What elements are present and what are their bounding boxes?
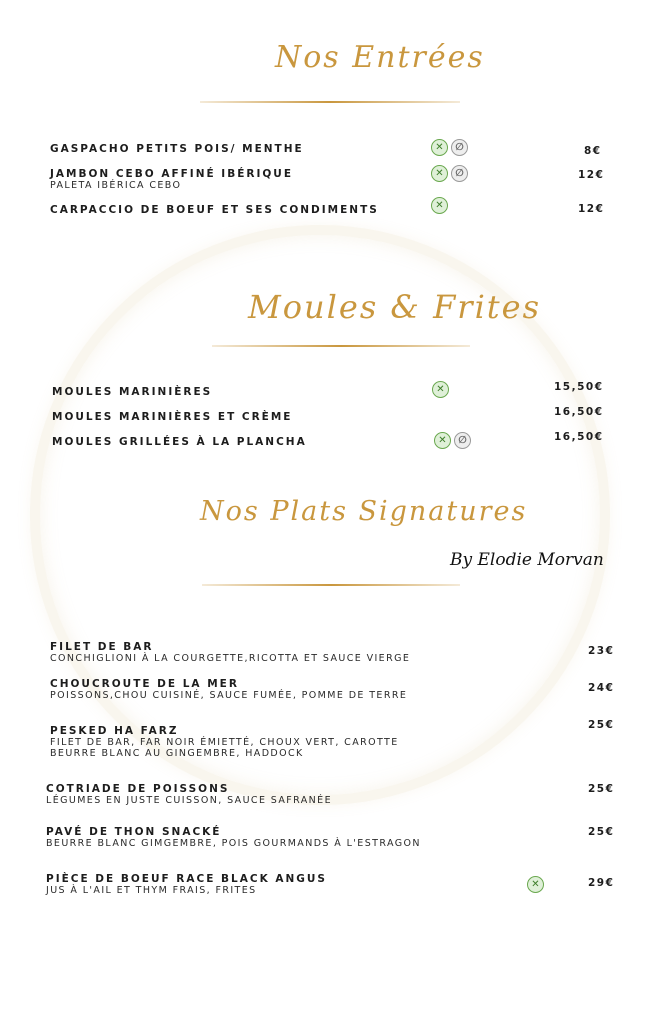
menu-item [52,436,307,448]
item-description: POISSONS,CHOU CUISINÉ, SAUCE FUMÉE, POMME DE TERRE [50,690,408,701]
item-name: MOULES MARINIÈRES [52,386,213,398]
menu-item [46,873,327,896]
item-description: LÉGUMES EN JUSTE CUISSON, SAUCE SAFRANÉE [46,795,332,806]
item-price: 15,50€ [554,381,604,393]
item-name: MOULES GRILLÉES À LA PLANCHA [52,436,307,448]
gluten-free-icon: ✕ [431,139,448,156]
gluten-free-icon: ✕ [431,197,448,214]
lactose-free-icon: ∅ [451,139,468,156]
item-name: PIÈCE DE BOEUF RACE BLACK ANGUS [46,873,327,885]
menu-item [46,783,332,806]
item-price: 25€ [588,719,615,731]
item-name: CHOUCROUTE DE LA MER [50,678,239,690]
gluten-free-icon: ✕ [527,876,544,893]
item-name: JAMBON CEBO AFFINÉ IBÉRIQUE [50,168,294,180]
item-name: PESKED HA FARZ [50,725,179,737]
item-price: 16,50€ [554,431,604,443]
menu-item [50,725,399,759]
item-description: FILET DE BAR, FAR NOIR ÉMIETTÉ, CHOUX VERT, CAROTTE [50,737,399,748]
section-title-moules: Moules & Frites [248,288,542,326]
item-name: FILET DE BAR [50,641,154,653]
lactose-free-icon: ∅ [454,432,471,449]
item-price: 16,50€ [554,406,604,418]
menu-item [50,641,410,664]
menu-item [52,386,212,398]
section-title-entrees: Nos Entrées [275,40,485,75]
menu-item [50,678,407,701]
item-name: GASPACHO PETITS POIS/ MENTHE [50,143,304,155]
menu-item [52,411,292,423]
item-description: BEURRE BLANC GIMGEMBRE, POIS GOURMANDS À L'ESTRAGON [46,838,421,849]
item-name: CARPACCIO DE BOEUF ET SES CONDIMENTS [50,204,379,216]
title-divider [212,345,470,347]
section-title-signatures: Nos Plats Signatures [200,496,528,527]
menu-item [46,826,421,849]
item-description: BEURRE BLANC AU GINGEMBRE, HADDOCK [50,748,304,759]
menu-item [50,168,293,191]
gluten-free-icon: ✕ [431,165,448,182]
title-divider [202,584,460,586]
item-name: MOULES MARINIÈRES ET CRÈME [52,411,293,423]
item-price: 12€ [578,203,605,215]
item-description: JUS À L'AIL ET THYM FRAIS, FRITES [46,885,257,896]
menu-item [50,143,304,155]
lactose-free-icon: ∅ [451,165,468,182]
title-divider [200,101,460,103]
menu-item [50,204,379,216]
item-name: PAVÉ DE THON SNACKÉ [46,826,222,838]
item-price: 25€ [588,783,615,795]
item-name: COTRIADE DE POISSONS [46,783,230,795]
item-description: PALETA IBÉRICA CEBO [50,180,182,191]
item-price: 8€ [584,145,602,157]
item-price: 12€ [578,169,605,181]
item-price: 29€ [588,877,615,889]
item-price: 24€ [588,682,615,694]
chef-signature: By Elodie Morvan [450,550,604,570]
item-price: 25€ [588,826,615,838]
gluten-free-icon: ✕ [434,432,451,449]
gluten-free-icon: ✕ [432,381,449,398]
item-price: 23€ [588,645,615,657]
item-description: CONCHIGLIONI À LA COURGETTE,RICOTTA ET SAUCE VIERGE [50,653,411,664]
